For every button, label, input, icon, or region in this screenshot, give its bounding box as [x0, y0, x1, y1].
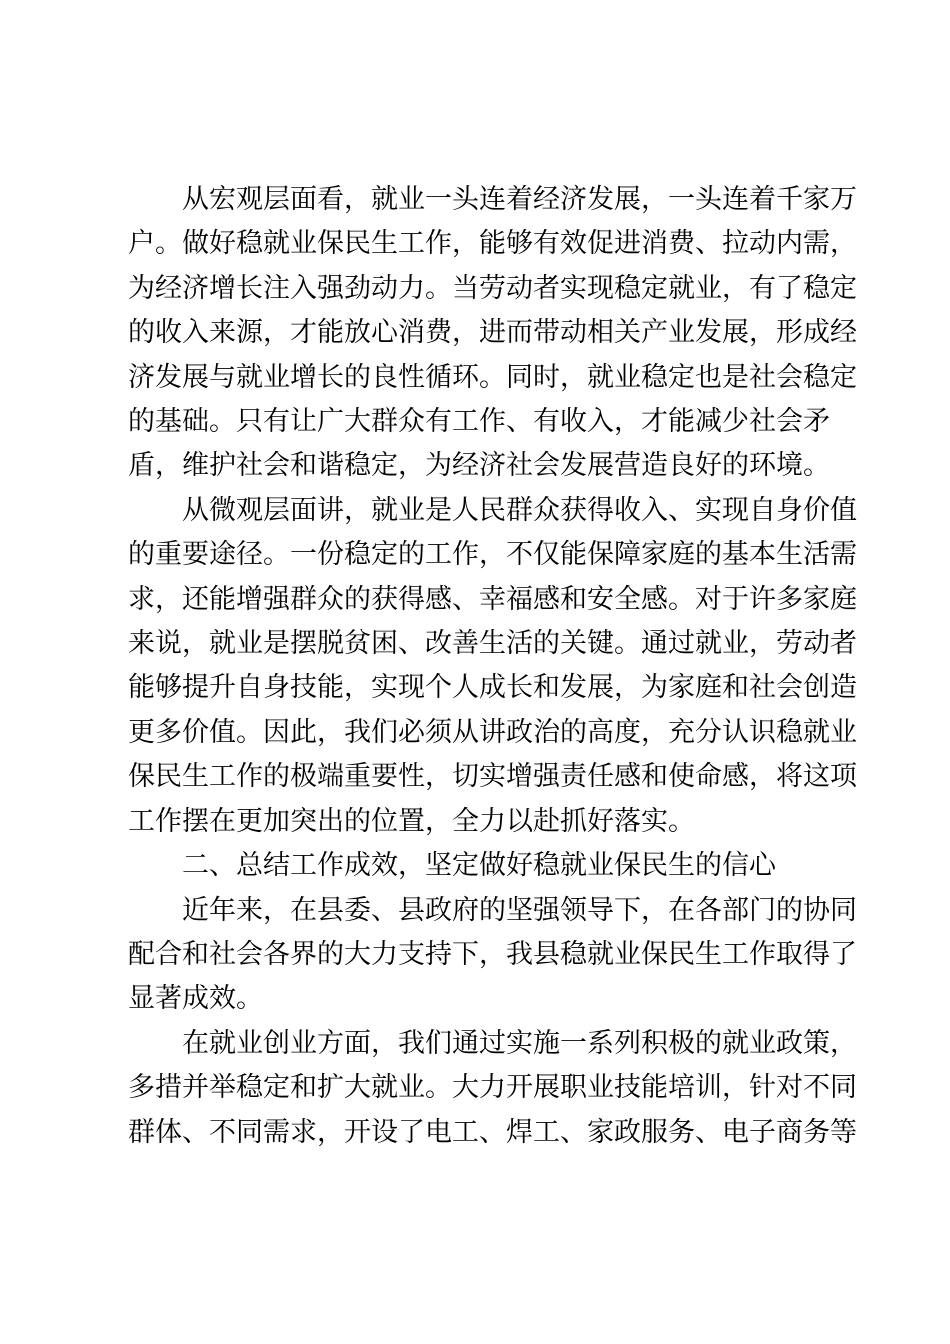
text-line: 二、总结工作成效，坚定做好稳就业保民生的信心 — [182, 850, 776, 882]
text-line: 的基础。只有让广大群众有工作、有收入，才能减少社会矛 — [128, 406, 830, 438]
text-line: 从宏观层面看，就业一头连着经济发展，一头连着千家万 — [182, 184, 857, 215]
section-heading — [128, 844, 818, 888]
paragraph-recent-years — [128, 889, 857, 1022]
text-line: 更多价值。因此，我们必须从讲政治的高度，充分认识稳就业 — [128, 716, 857, 748]
text-line: 显著成效。 — [128, 983, 263, 1015]
text-line: 的重要途径。一份稳定的工作，不仅能保障家庭的基本生活需 — [128, 539, 857, 571]
body-text — [128, 178, 857, 1155]
text-line: 来说，就业是摆脱贫困、改善生活的关键。通过就业，劳动者 — [128, 628, 857, 660]
paragraph-macro-perspective — [128, 178, 857, 489]
text-line: 在就业创业方面，我们通过实施一系列积极的就业政策， — [182, 1027, 857, 1059]
text-line: 群体、不同需求，开设了电工、焊工、家政服务、电子商务等 — [128, 1116, 857, 1148]
text-line: 近年来，在县委、县政府的坚强领导下，在各部门的协同 — [182, 894, 857, 926]
paragraph-micro-perspective — [128, 489, 857, 844]
text-line: 多措并举稳定和扩大就业。大力开展职业技能培训，针对不同 — [128, 1072, 857, 1104]
text-line: 工作摆在更加突出的位置，全力以赴抓好落实。 — [128, 805, 695, 837]
text-line: 为经济增长注入强劲动力。当劳动者实现稳定就业，有了稳定 — [128, 272, 857, 304]
text-line: 从微观层面讲，就业是人民群众获得收入、实现自身价值 — [182, 494, 857, 526]
text-line: 户。做好稳就业保民生工作，能够有效促进消费、拉动内需， — [128, 228, 857, 260]
text-line: 能够提升自身技能，实现个人成长和发展，为家庭和社会创造 — [128, 672, 857, 704]
text-line: 配合和社会各界的大力支持下，我县稳就业保民生工作取得了 — [128, 938, 857, 970]
text-line: 济发展与就业增长的良性循环。同时，就业稳定也是社会稳定 — [128, 361, 857, 393]
text-line: 盾，维护社会和谐稳定，为经济社会发展营造良好的环境。 — [128, 450, 830, 482]
text-line: 的收入来源，才能放心消费，进而带动相关产业发展，形成经 — [128, 317, 857, 349]
paragraph-employment-entrepreneurship — [128, 1022, 857, 1155]
text-line: 保民生工作的极端重要性，切实增强责任感和使命感，将这项 — [128, 761, 857, 793]
text-line: 求，还能增强群众的获得感、幸福感和安全感。对于许多家庭 — [128, 583, 857, 615]
